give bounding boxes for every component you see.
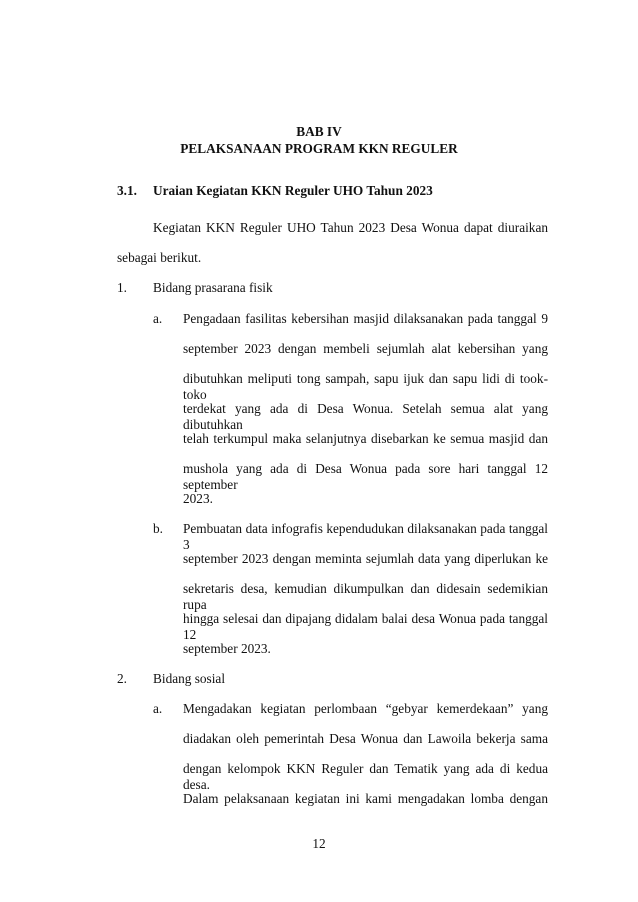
section-title: Uraian Kegiatan KKN Reguler UHO Tahun 2023 [153, 183, 433, 198]
item-2a-line-2: diadakan oleh pemerintah Desa Wonua dan Lawoila bekerja sama [183, 731, 548, 746]
item-1-number: 1. [117, 280, 127, 295]
item-1a-line-3: dibutuhkan meliputi tong sampah, sapu ijuk dan sapu lidi di took-toko [183, 371, 548, 402]
item-1b-line-4: hingga selesai dan dipajang didalam balai desa Wonua pada tanggal 12 [183, 611, 548, 642]
item-1b-line-2: september 2023 dengan meminta sejumlah data yang diperlukan ke [183, 551, 548, 566]
item-2-number: 2. [117, 671, 127, 686]
item-1b-line-1: Pembuatan data infografis kependudukan dilaksanakan pada tanggal 3 [183, 521, 548, 552]
item-2a-letter: a. [153, 701, 163, 716]
item-2-title: Bidang sosial [153, 671, 226, 686]
item-1a-line-5: telah terkumpul maka selanjutnya disebarkan ke semua masjid dan [183, 431, 548, 446]
chapter-number: BAB IV [296, 124, 342, 139]
item-1b-line-3: sekretaris desa, kemudian dikumpulkan dan didesain sedemikian rupa [183, 581, 548, 612]
chapter-title: PELAKSANAAN PROGRAM KKN REGULER [180, 141, 458, 156]
item-1b-line-5: september 2023. [183, 641, 271, 656]
item-1-title: Bidang prasarana fisik [153, 280, 273, 295]
item-2a-line-1: Mengadakan kegiatan perlombaan “gebyar kemerdekaan” yang [183, 701, 548, 716]
section-number: 3.1. [117, 183, 137, 198]
item-1a-line-6: mushola yang ada di Desa Wonua pada sore hari tanggal 12 september [183, 461, 548, 492]
item-1a-line-7: 2023. [183, 491, 213, 506]
page-number: 12 [312, 836, 326, 851]
item-2a-line-4: Dalam pelaksanaan kegiatan ini kami mengadakan lomba dengan [183, 791, 548, 806]
item-2a-line-3: dengan kelompok KKN Reguler dan Tematik yang ada di kedua desa. [183, 761, 548, 792]
item-1a-line-1: Pengadaan fasilitas kebersihan masjid dilaksanakan pada tanggal 9 [183, 311, 548, 326]
intro-line-2: sebagai berikut. [117, 250, 202, 265]
item-1b-letter: b. [153, 521, 163, 536]
item-1a-line-2: september 2023 dengan membeli sejumlah alat kebersihan yang [183, 341, 548, 356]
item-1a-line-4: terdekat yang ada di Desa Wonua. Setelah semua alat yang dibutuhkan [183, 401, 548, 432]
item-1a-letter: a. [153, 311, 163, 326]
intro-line-1: Kegiatan KKN Reguler UHO Tahun 2023 Desa Wonua dapat diuraikan [153, 220, 548, 235]
